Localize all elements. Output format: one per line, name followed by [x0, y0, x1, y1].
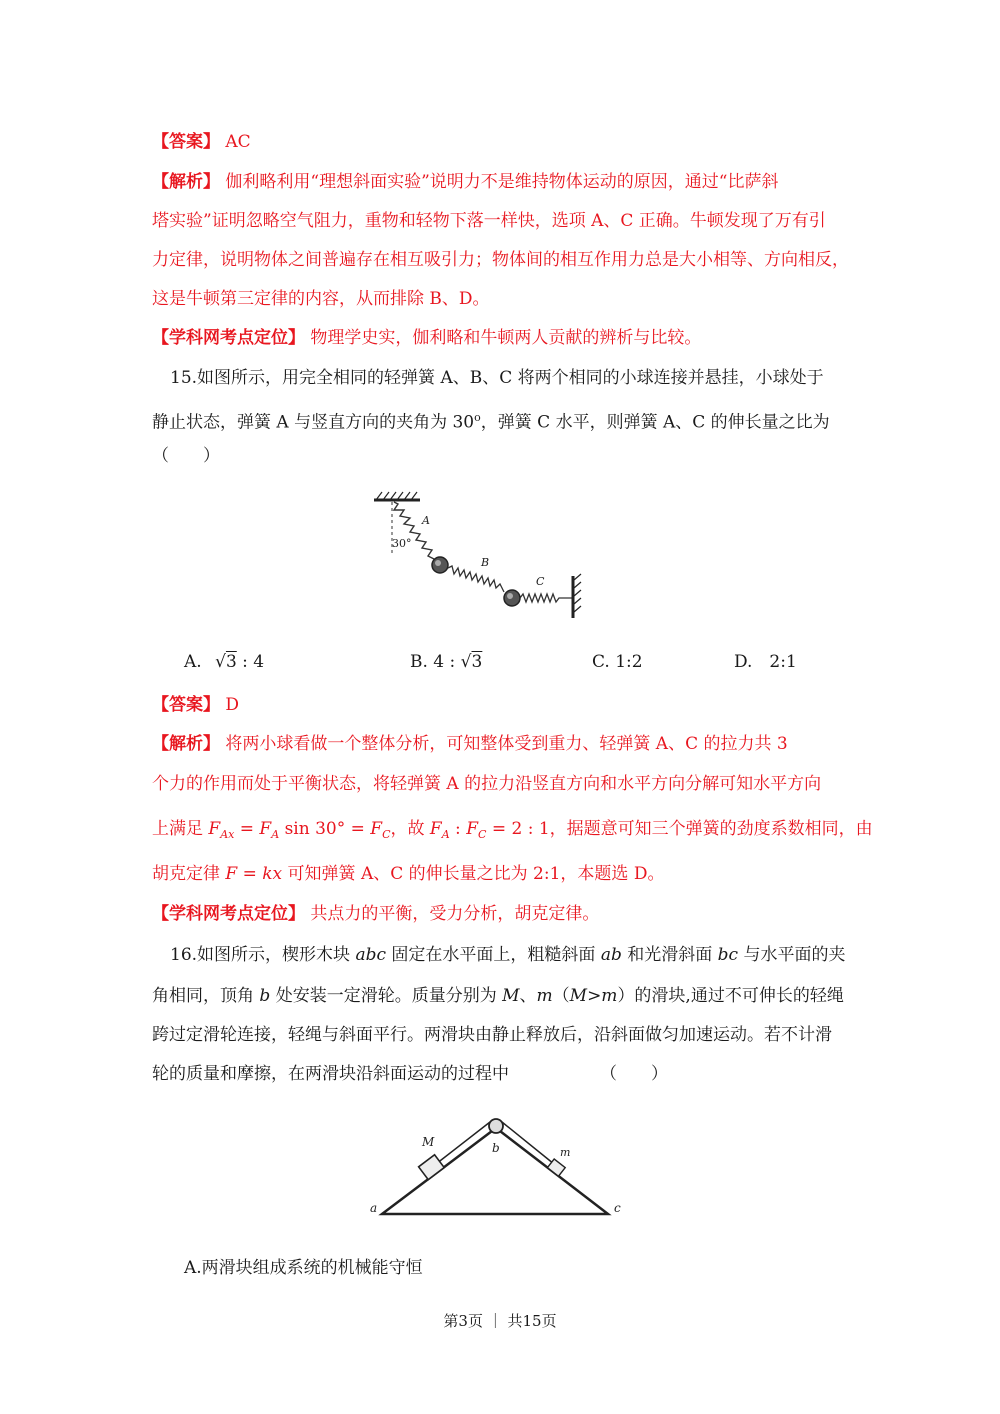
- label-angle: 30°: [392, 537, 412, 550]
- q15-option-a: A. √3 : 4: [184, 652, 265, 672]
- label-block-M: M: [422, 1135, 435, 1149]
- analysis-text: 将两小球看做一个整体分析，可知整体受到重力、轻弹簧 A、C 的拉力共 3: [225, 734, 788, 754]
- q16-stem-line-2: 角相同，顶角 b 处安装一定滑轮。质量分别为 M、m（M>m）的滑块,通过不可伸长的轻绳: [152, 986, 844, 1006]
- q15-stem-line-2: 静止状态，弹簧 A 与竖直方向的夹角为 30$^o$，弹簧 C 水平，则弹簧 A、C 的伸长量之比为: [152, 411, 830, 433]
- label-vertex-c: c: [614, 1201, 621, 1215]
- answer-value: AC: [225, 132, 251, 152]
- analysis-tag: 【解析】: [152, 172, 220, 192]
- q15-spring-figure: [370, 488, 590, 623]
- q15-analysis-line-3: 上满足 $F_{Ax} = F_A$ $\sin 30^\circ = F_C$，故 $F_A$ : $F_C = 2$ : 1，据题意可知三个弹簧的劲度系数相同，由: [152, 819, 873, 841]
- answer-tag: 【答案】: [152, 695, 220, 715]
- q16-stem-line-4: 轮的质量和摩擦，在两滑块沿斜面运动的过程中 （ ）: [152, 1064, 668, 1084]
- q14-answer-line: [152, 130, 852, 154]
- q15-answer-line: [152, 693, 852, 717]
- q16-stem-line-1: 16.如图所示，楔形木块 abc 固定在水平面上，粗糙斜面 ab 和光滑斜面 bc 与水平面的夹: [170, 945, 846, 965]
- q15-stem-line-1: 15.如图所示，用完全相同的轻弹簧 A、B、C 将两个相同的小球连接并悬挂，小球处于: [170, 368, 824, 388]
- kp-text: 物理学史实，伽利略和牛顿两人贡献的辨析与比较。: [310, 328, 702, 348]
- q15-analysis-line-2: 个力的作用而处于平衡状态，将轻弹簧 A 的拉力沿竖直方向和水平方向分解可知水平方向: [152, 774, 822, 794]
- q16-stem-line-3: 跨过定滑轮连接，轻绳与斜面平行。两滑块由静止释放后，沿斜面做匀加速运动。若不计滑: [152, 1025, 832, 1045]
- q15-analysis-line-1: [152, 732, 852, 756]
- label-spring-a: A: [422, 514, 430, 527]
- analysis-text: 伽利略利用“理想斜面实验”说明力不是维持物体运动的原因，通过“比萨斜: [225, 172, 779, 192]
- q14-knowledge-point: [152, 326, 852, 350]
- q16-option-a: A.两滑块组成系统的机械能守恒: [184, 1258, 423, 1278]
- q15-knowledge-point: [152, 902, 852, 926]
- kp-text: 共点力的平衡，受力分析，胡克定律。: [310, 904, 600, 924]
- q15-option-c: C. 1:2: [592, 652, 643, 672]
- kp-tag: 【学科网考点定位】: [152, 904, 305, 924]
- label-block-m: m: [560, 1146, 571, 1159]
- answer-tag: 【答案】: [152, 132, 220, 152]
- q14-analysis-line-1: [152, 170, 852, 194]
- q15-analysis-line-4: 胡克定律 F = kx 可知弹簧 A、C 的伸长量之比为 2:1，本题选 D。: [152, 864, 665, 884]
- q14-analysis-line-4: 这是牛顿第三定律的内容，从而排除 B、D。: [152, 289, 490, 309]
- q16-wedge-figure: [368, 1108, 638, 1223]
- kp-tag: 【学科网考点定位】: [152, 328, 305, 348]
- label-spring-b: B: [481, 556, 490, 569]
- q14-analysis-line-2: 塔实验”证明忽略空气阻力，重物和轻物下落一样快，选项 A、C 正确。牛顿发现了万有引: [152, 211, 826, 231]
- page-footer: 第3页 ｜ 共15页: [443, 1312, 557, 1330]
- label-spring-c: C: [536, 575, 545, 588]
- q15-option-d: D. 2:1: [734, 652, 797, 672]
- q15-option-b: B. 4 : √3: [410, 652, 483, 672]
- q14-analysis-line-3: 力定律，说明物体之间普遍存在相互吸引力；物体间的相互作用力总是大小相等、方向相反，: [152, 250, 849, 270]
- q15-answer-bracket: （ ）: [152, 446, 220, 466]
- label-vertex-b: b: [492, 1141, 500, 1155]
- analysis-tag: 【解析】: [152, 734, 220, 754]
- answer-value: D: [225, 695, 240, 715]
- label-vertex-a: a: [370, 1201, 378, 1215]
